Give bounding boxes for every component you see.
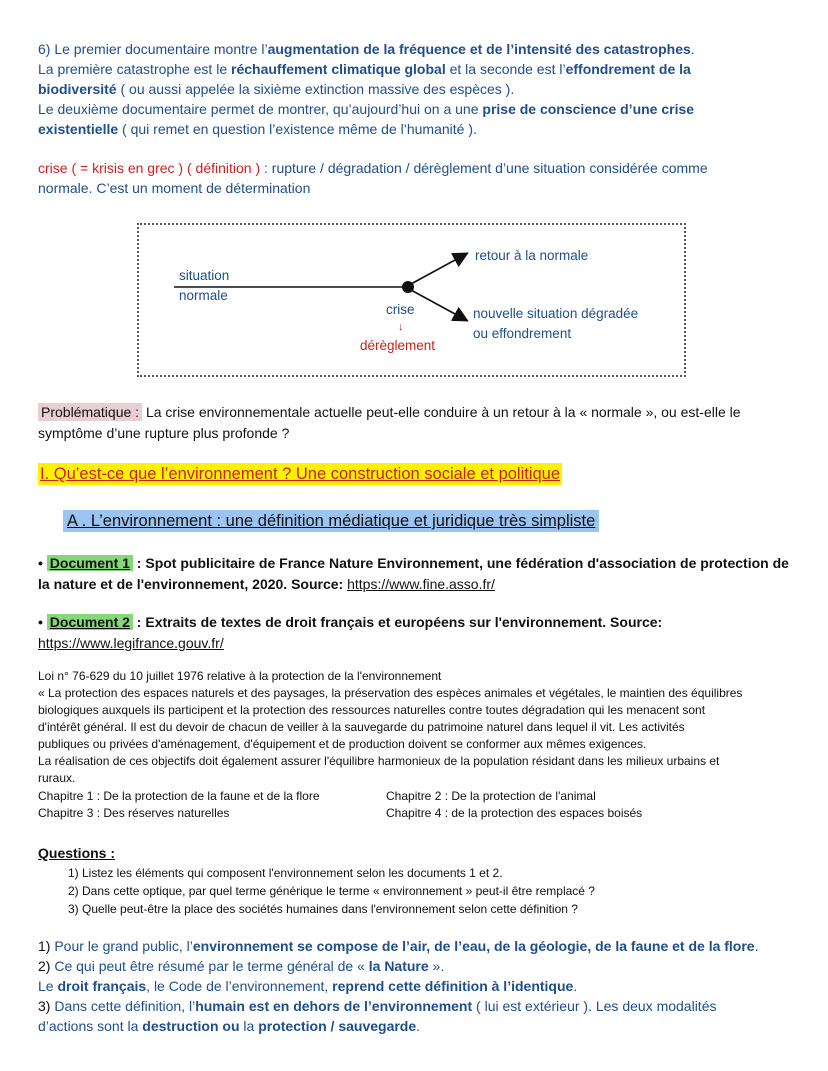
questions-list — [68, 864, 595, 918]
document-1: • Document 1 : Spot publicitaire de France Nature Environnement, une fédération d'association de protection de la nature et de l'environnement, 2020. Source: https://www.fine.asso.fr/ — [38, 555, 789, 592]
label-situation: situation — [179, 268, 230, 283]
document-2: • Document 2 : Extraits de textes de droit français et européens sur l'environnement. Source: https://www.legifrance.gouv.fr/ — [38, 614, 663, 651]
document-2-tag: Document 2 — [47, 614, 133, 630]
arrow-down — [411, 290, 466, 320]
crise-definition: crise ( = krisis en grec ) ( définition ) : rupture / dégradation / dérèglement d’une situation considérée comme normale. C’est un moment de détermination — [38, 160, 708, 196]
chapter-2: Chapitre 2 : De la protection de l'animal — [386, 789, 596, 803]
problematique-tag: Problématique : — [38, 403, 142, 421]
law-excerpt: Loi n° 76-629 du 10 juillet 1976 relative à la protection de la l'environnement « La protection des espaces naturels et des paysages, la préservation des espèces animales et végétales, le maintien des équilibres biologiques auxquels ils participent et la protection des ressources naturelles contre toutes dégradation qui les menacent sont d'intérêt général. Il est du devoir de chacun de veiller à la sauvegarde du patrimoine naturel dans lequel il vit. Les activités publiques ou privées d'aménagement, d'équipement et de production doivent se conformer aux mêmes exigences. La réalisation de ces objectifs doit également assurer l'équilibre harmonieux de la population résidant dans les milieux urbains et ruraux. — [38, 668, 798, 787]
crise-diagram — [137, 223, 686, 377]
chapter-4: Chapitre 4 : de la protection des espaces boisés — [386, 806, 643, 820]
document-1-tag: Document 1 — [47, 555, 133, 571]
problematique: Problématique : La crise environnementale actuelle peut-elle conduire à un retour à la « normale », ou est-elle le symptôme d’une rupture plus profonde ? — [38, 404, 741, 441]
label-retour: retour à la normale — [475, 248, 589, 263]
heading-section-a: A . L’environnement : une définition médiatique et juridique très simpliste — [63, 510, 599, 532]
section-6-answer: 6) Le premier documentaire montre l’augmentation de la fréquence et de l’intensité des catastrophes. La première catastrophe est le réchauffement climatique global et la seconde est l’effondrement de la biodiversité ( ou aussi appelée la sixième extinction massive des espèces ). Le deuxième documentaire permet de montrer, qu’aujourd’hui on a une prise de conscience d’une crise existentielle ( qui remet en question l’existence même de l’humanité ). — [38, 41, 695, 137]
chapter-3: Chapitre 3 : Des réserves naturelles — [38, 806, 230, 820]
arrow-up — [411, 254, 466, 284]
label-crise: crise — [386, 302, 415, 317]
document-1-link[interactable]: https://www.fine.asso.fr/ — [347, 576, 495, 592]
down-arrow-icon: ↓ — [398, 321, 404, 333]
label-normale: normale — [179, 288, 228, 303]
questions-title: Questions : — [38, 845, 116, 861]
document-2-link[interactable]: https://www.legifrance.gouv.fr/ — [38, 635, 224, 651]
question-item: 2) Dans cette optique, par quel terme générique le terme « environnement » peut-il être remplacé ? — [68, 884, 595, 898]
question-item: 3) Quelle peut-être la place des sociétés humaines dans l'environnement selon cette définition ? — [68, 902, 578, 916]
label-nouvelle-1: nouvelle situation dégradée — [473, 306, 639, 321]
heading-section-1: I. Qu’est-ce que l’environnement ? Une construction sociale et politique — [40, 465, 561, 483]
label-dereglement: dérèglement — [360, 338, 436, 353]
crise-term: crise ( = krisis en grec ) ( définition ) — [38, 160, 261, 176]
label-nouvelle-2: ou effondrement — [473, 326, 572, 341]
answers: 1) Pour le grand public, l’environnement se compose de l’air, de l’eau, de la géologie, de la faune et de la flore. 2) Ce qui peut être résumé par le terme général de « la Nature ». Le droit français, le Code de l’environnement, reprend cette définition à l’identique. 3) Dans cette définition, l’humain est en dehors de l’environnement ( lui est extérieur ). Les deux modalités d’actions sont la destruction ou la protection / sauvegarde. — [38, 938, 759, 1034]
chapter-1: Chapitre 1 : De la protection de la faune et de la flore — [38, 789, 320, 803]
question-item: 1) Listez les éléments qui composent l'environnement selon les documents 1 et 2. — [68, 866, 503, 880]
law-title: Loi n° 76-629 du 10 juillet 1976 relative à la protection de la l'environnement — [38, 669, 442, 683]
